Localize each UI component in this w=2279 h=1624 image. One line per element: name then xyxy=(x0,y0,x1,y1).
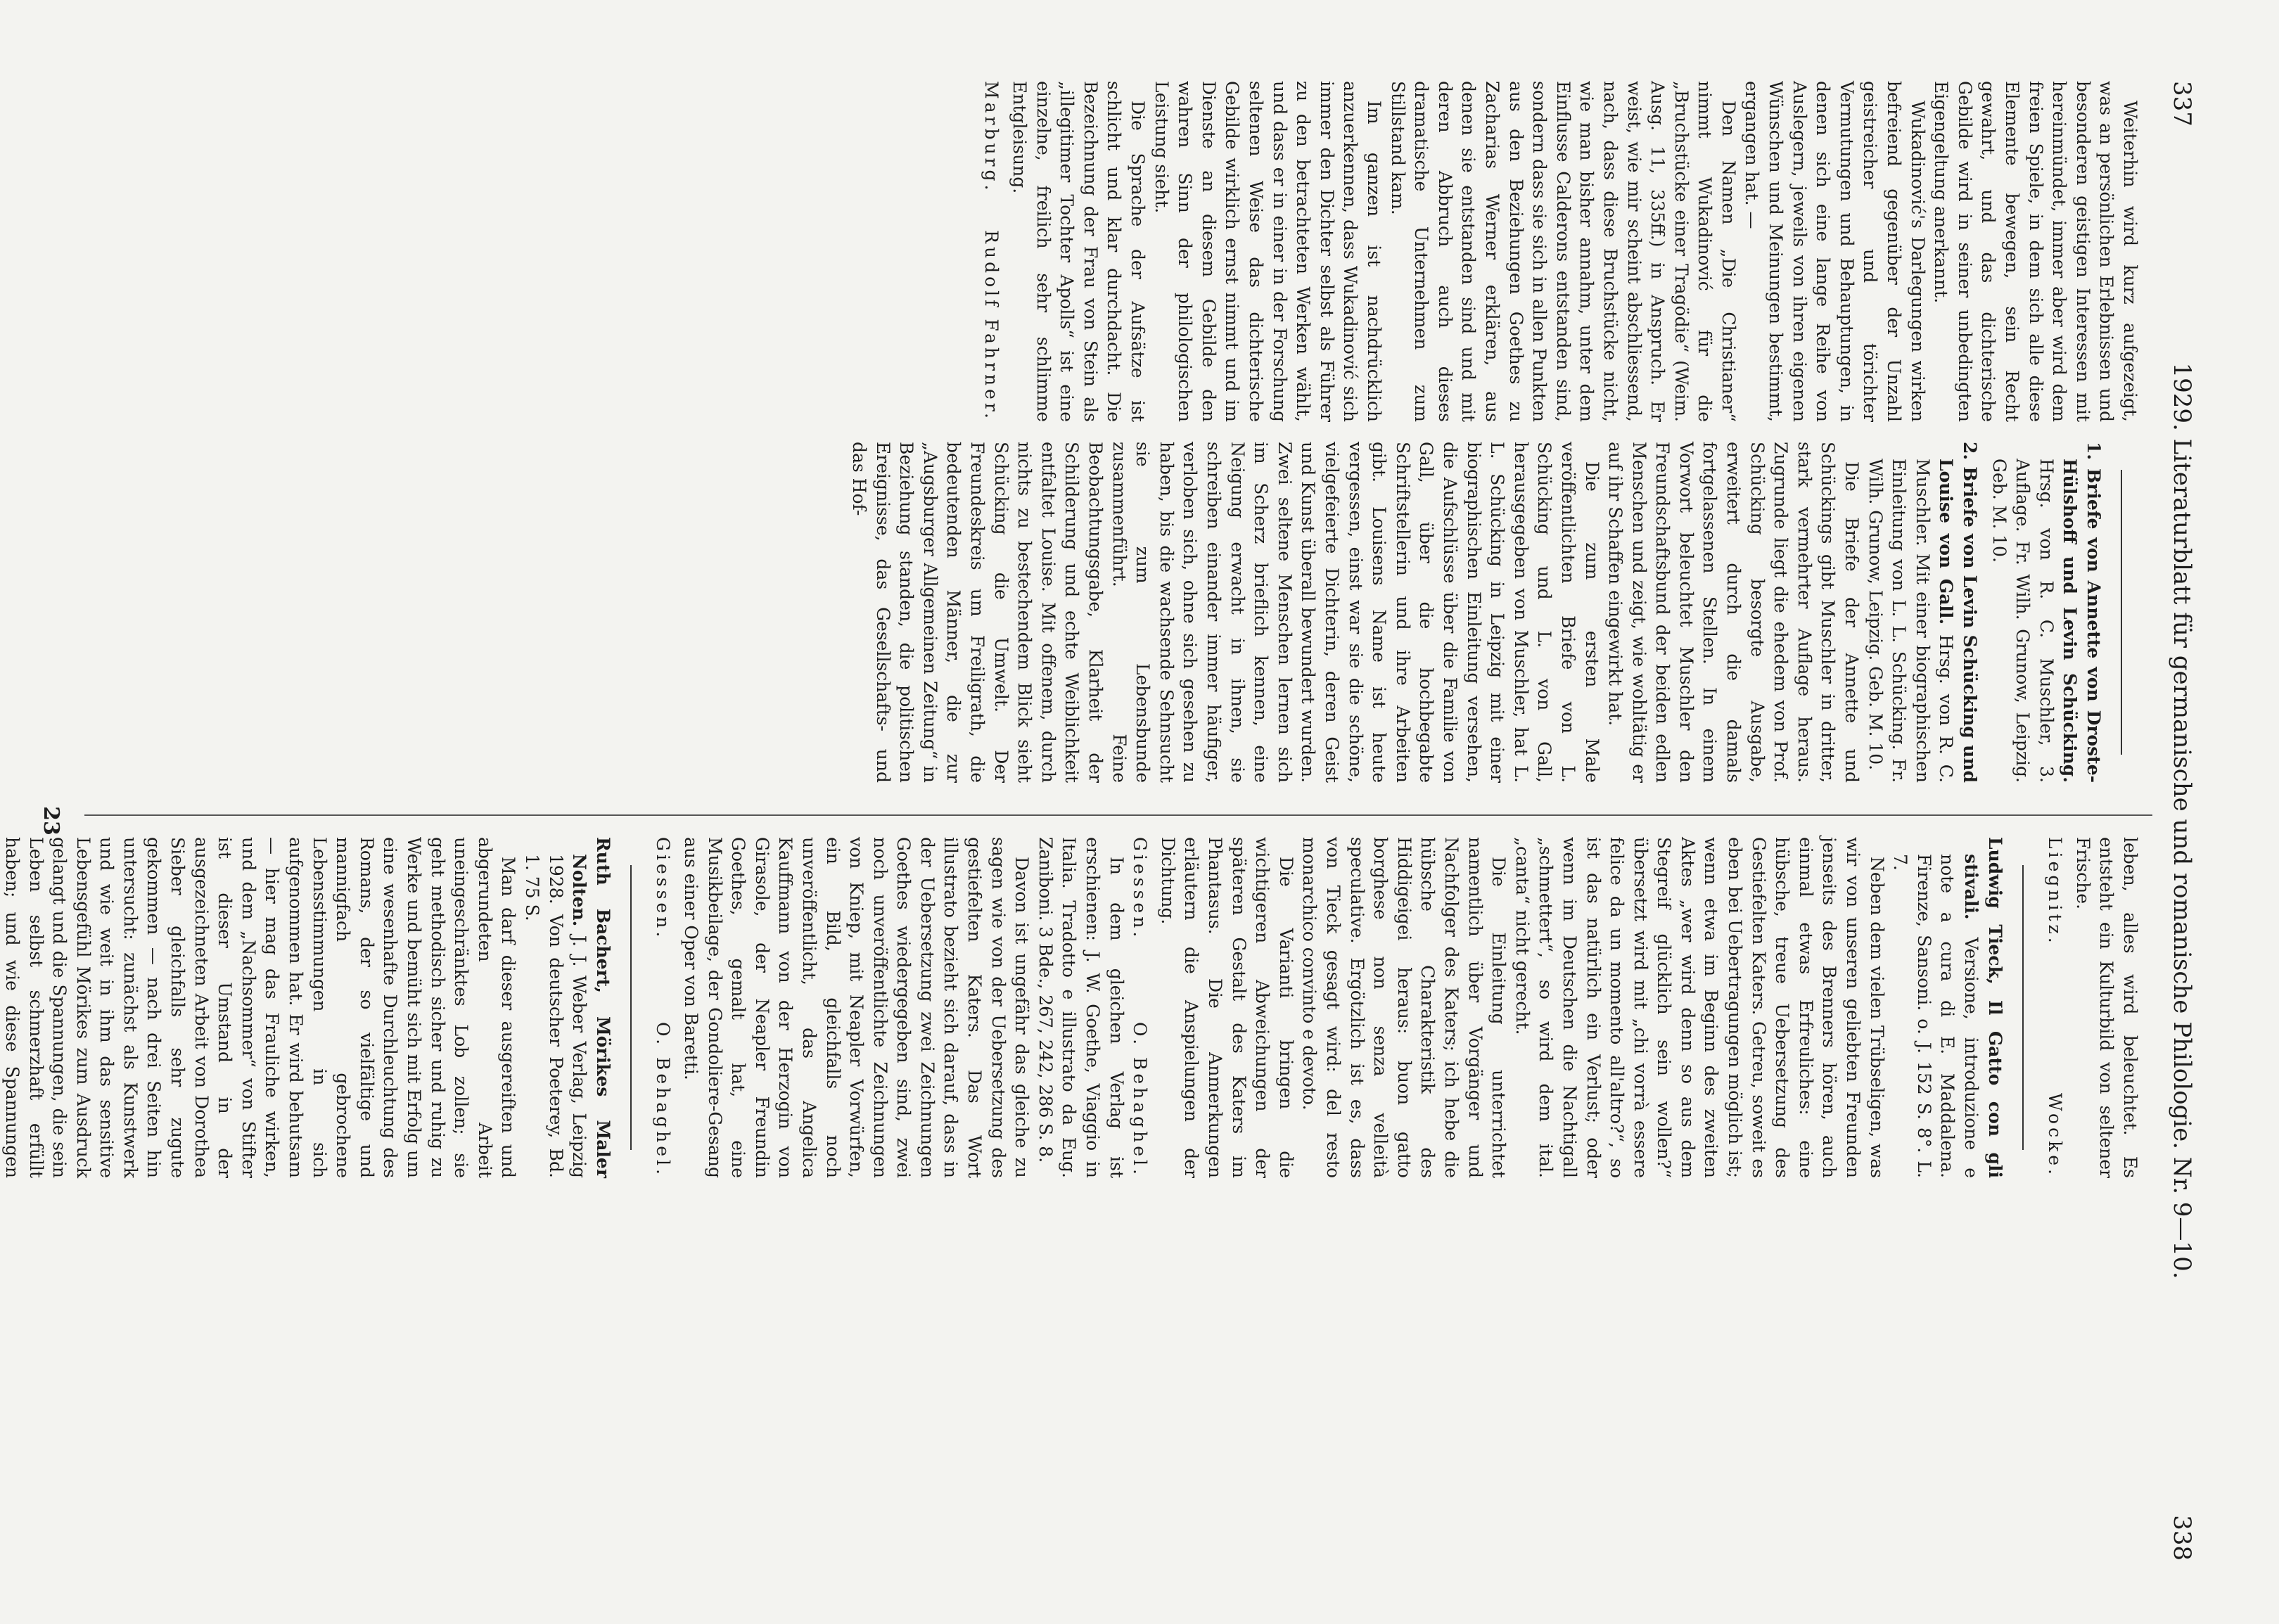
bibliographic-entry xyxy=(1889,837,2007,1178)
page-number-right: 338 xyxy=(2168,1515,2196,1561)
column-divider xyxy=(84,814,2152,816)
paragraph: Neben dem vielen Trübseligen, was wir von unseren geliebten Freunden jenseits des Brenners hören, auch einmal etwas Erfreuliches: eine hübsche, treue Uebersetzung des Gestiefelten Katers. Getreu, soweit es eben bei Uebertragungen möglich ist; wenn etwa im Beginn des zweiten Aktes „wer wird denn so aus dem Stegreif glücklich sein wollen?“ übersetzt wird mit „chi vorrà essere felice da un momento all'altro?“, so ist das natürlich ein Verlust; oder wenn im Deutschen die Nachtigall „schmettert“, so wird dem ital. „canta“ nicht gerecht. xyxy=(1512,837,1887,1178)
bibliographic-entry xyxy=(1987,442,2105,783)
book-details: Hrsg. von R. C. Muschler. Mit einer biographischen Einleitung von L. L. Schücking. Fr. Wilh. Grunow, Leipzig. Geb. M. 10. xyxy=(1865,459,1957,783)
book-details: Hrsg. von R. C. Muschler, 3. Auflage. Fr. Wilh. Grunow, Leipzig. Geb. M. 10. xyxy=(1988,459,2057,783)
sheet-number: 23 xyxy=(39,806,63,836)
paragraph: Die Sprache der Aufsätze ist schlicht und klar durchdacht. Die Bezeichnung der Frau von Stein als „illegitimer Tochter Apolls“ ist eine einzelne, freilich sehr schlimme Entgleisung. xyxy=(1009,81,1149,422)
bibliographic-entry xyxy=(520,837,614,1178)
column-1 xyxy=(81,81,2142,422)
reviewer-signature: O. Behaghel. xyxy=(653,1022,674,1178)
column-3 xyxy=(1,837,2142,1179)
paragraph: Davon ist ungefähr das gleiche zu sagen wie von der Uebersetzung des gestiefelten Katers. Das Wort illustrato bezieht sich darauf, dass in der Uebersetzung zwei Zeichnungen Goethes wiedergegeben sind, zwei noch unveröffentlichte Zeichnungen von Kniep, mit Neapler Vorwürfen, ein Bild, gleichfalls noch unveröffentlicht, das Angelica Kauffmann von der Herzogin von Girasole, der Neapler Freundin Goethes, gemalt hat, eine Musikbeilage, der Gondoliere-Gesang aus einer Oper von Baretti. xyxy=(680,837,1033,1178)
book-title: 2. Briefe von Levin Schücking und Louise von Gall. xyxy=(1936,442,1981,783)
paragraph: Im ganzen ist nachdrücklich anzuerkennen, dass Wukadinović sich immer den Dichter selbst als Führer zu den betrachteten Werken wählt, und dass er in einer in der Forschung seltenen Weise das dichterische Gebilde wirklich ernst nimmt und im Dienste an diesem Gebilde den wahren Sinn der philologischen Leistung sieht. xyxy=(1151,81,1384,422)
review-place: Giessen. xyxy=(653,837,674,941)
section-rule xyxy=(630,865,632,1150)
review-place: Marburg. xyxy=(981,81,1002,194)
bibliographic-entry xyxy=(1863,442,1981,783)
paragraph: Die zum ersten Male veröffentlichten Briefe von L. Schücking und L. von Gall, herausgegeben von Muschler, hat L. L. Schücking in Leipzig mit einer biographischen Einleitung versehen, die Aufschlüsse über die Familie von Gall, über die hochbegabte Schriftstellerin und ihre Arbeiten gibt. Louisens Name ist heute vergessen, einst war sie die schöne, vielgefeierte Dichterin, deren Geist und Kunst überall bewundert wurden. Zwei seltene Menschen lernen sich im Scherz brieflich kennen, eine Neigung erwacht in ihnen, sie schreiben einander immer häufiger, verloben sich, ohne sich gesehen zu haben, bis die wachsende Sehnsucht sie zum Lebensbunde zusammenführt. Feine Beobachtungsgabe, Klarheit der Schilderung und echte Weiblichkeit entfaltet Louise. Mit offenem, durch nichts zu bestechendem Blick sieht Schücking die Umwelt. Der Freundeskreis um Freiligrath, die bedeutenden Männer, die zur „Augsburger Allgemeinen Zeitung“ in Beziehung standen, die politischen Ereignisse, das Gesellschafts- und das Hof- xyxy=(849,442,1602,783)
book-title: Ruth Bachert, Mörikes Maler Nolten. xyxy=(569,837,613,1178)
signature-line xyxy=(2043,837,2067,1178)
reviewer-signature: O. Behaghel. xyxy=(1130,1022,1151,1178)
reviewer-signature: Wocke. xyxy=(2045,1093,2066,1178)
book-title: Ludwig Tieck, Il Gatto con gli stivali. xyxy=(1961,837,2005,1178)
book-title: 1. Briefe von Annette von Droste-Hülshoff und Levin Schücking. xyxy=(2060,442,2104,783)
paragraph: Die Varianti bringen die wichtigeren Abweichungen der späteren Gestalt des Katers im Phantasus. Die Anmerkungen erläutern die Anspielungen der Dichtung. xyxy=(1157,837,1296,1178)
paragraph: In dem gleichen Verlag ist erschienen: J. W. Goethe, Viaggio in Italia. Tradotto e illustrato da Eug. Zaniboni. 3 Bde., 267, 242, 286 S. 8. xyxy=(1035,837,1127,1178)
paragraph: Man darf dieser ausgereiften und abgerundeten Arbeit uneingeschränktes Lob zollen; sie geht methodisch sicher und ruhig zu Werke und bemüht sich mit Erfolg um eine wesenhafte Durchleuchtung des Romans, der so vielfältige und mannigfach gebrochene Lebensstimmungen in sich aufgenommen hat. Er wird behutsam — hier mag das Frauliche wirken, und dem „Nachsommer“ von Stifter ist dieser Umstand in der ausgezeichneten Arbeit von Dorothea Sieber gleichfalls sehr zugute gekommen — nach drei Seiten hin untersucht: zunächst als Kunstwerk und wie weit in ihm das sensitive Lebensgefühl Mörikes zum Ausdruck gelangt und die Spannungen, die sein Leben selbst schmerzhaft erfüllt haben; und wie diese Spannungen xyxy=(1,837,519,1178)
review-place: Liegnitz. xyxy=(2045,837,2066,947)
page-number-left: 337 xyxy=(2168,81,2196,127)
paragraph: Die Briefe der Annette und Schückings gibt Muschler in dritter, stark vermehrter Auflage heraus. Zugrunde liegt die ehedem von Prof. Schücking besorgte Ausgabe, erweitert durch die damals fortgelassenen Stellen. In einem Vorwort beleuchtet Muschler den Freundschaftsbund der beiden edlen Menschen und zeigt, wie wohltätig er auf ihr Schaffen eingewirkt hat. xyxy=(1605,442,1863,783)
paragraph: leben, alles wird beleuchtet. Es entsteht ein Kulturbild von seltener Frische. xyxy=(2072,837,2140,1178)
paragraph: Die Einleitung unterrichtet namentlich über Vorgänger und Nachfolger des Katers; ich hebe die hübsche Charakteristik des Hiddigeigei heraus: buon gatto borghese non senza velleità speculative. Ergötzlich ist es, dass von Tieck gesagt wird: del resto monarchico convinto e devoto. xyxy=(1299,837,1509,1178)
paragraph: Den Namen „Die Christianer“ nimmt Wukadinović für die „Bruchstücke einer Tragödie“ (Weim. Ausg. 11, 335ff.) in Anspruch. Er weist, wie mir scheint abschliessend, nach, dass diese Bruchstücke nicht, wie man bisher annahm, unter dem Einflusse Calderons entstanden sind, sondern dass sie sich in allen Punkten aus den Beziehungen Goethes zu Zacharias Werner erklären, aus denen sie entstanden sind und mit deren Abbruch auch dieses dramatische Unternehmen zum Stillstand kam. xyxy=(1387,81,1739,422)
journal-title: 1929. Literaturblatt für germanische und romanische Philologie. Nr. 9—10. xyxy=(2168,362,2196,1279)
section-rule xyxy=(2022,865,2024,1150)
signature-line xyxy=(980,81,1004,422)
paragraph: Weiterhin wird kurz aufgezeigt, was an persönlichen Erlebnissen und besonderen geistigen Interessen mit hereinmündet, immer aber wird dem freien Spiele, in dem sich alle diese Elemente bewegen, sein Recht gewahrt, und das dichterische Gebilde wird in seiner unbedingten Eigengeltung anerkannt. xyxy=(1931,81,2140,422)
running-header xyxy=(2154,81,2196,1561)
column-2 xyxy=(81,442,2142,783)
paragraph: Wukadinović's Darlegungen wirken befreiend gegenüber der Unzahl geistreicher und törichter Vermutungen und Behauptungen, in denen sich eine lange Reihe von Auslegern, jeweils von ihren eigenen Wünschen und Meinungen bestimmt, ergangen hat. — xyxy=(1742,81,1928,422)
book-details: Versione, introduzione e note a cura di E. Maddalena. Firenze, Sansoni. o. J. 152 S. 8°. L. 7. xyxy=(1890,854,1982,1179)
book-details: J. J. Weber Verlag, Leipzig 1928. Von deutscher Poeterey, Bd. 1. 75 S. xyxy=(522,854,590,1178)
section-rule xyxy=(2121,470,2122,755)
signature-line xyxy=(651,837,675,1178)
reviewer-signature: Rudolf Fahrner. xyxy=(981,230,1002,422)
review-place: Giessen. xyxy=(1130,837,1151,941)
signature-line xyxy=(1128,837,1152,1178)
